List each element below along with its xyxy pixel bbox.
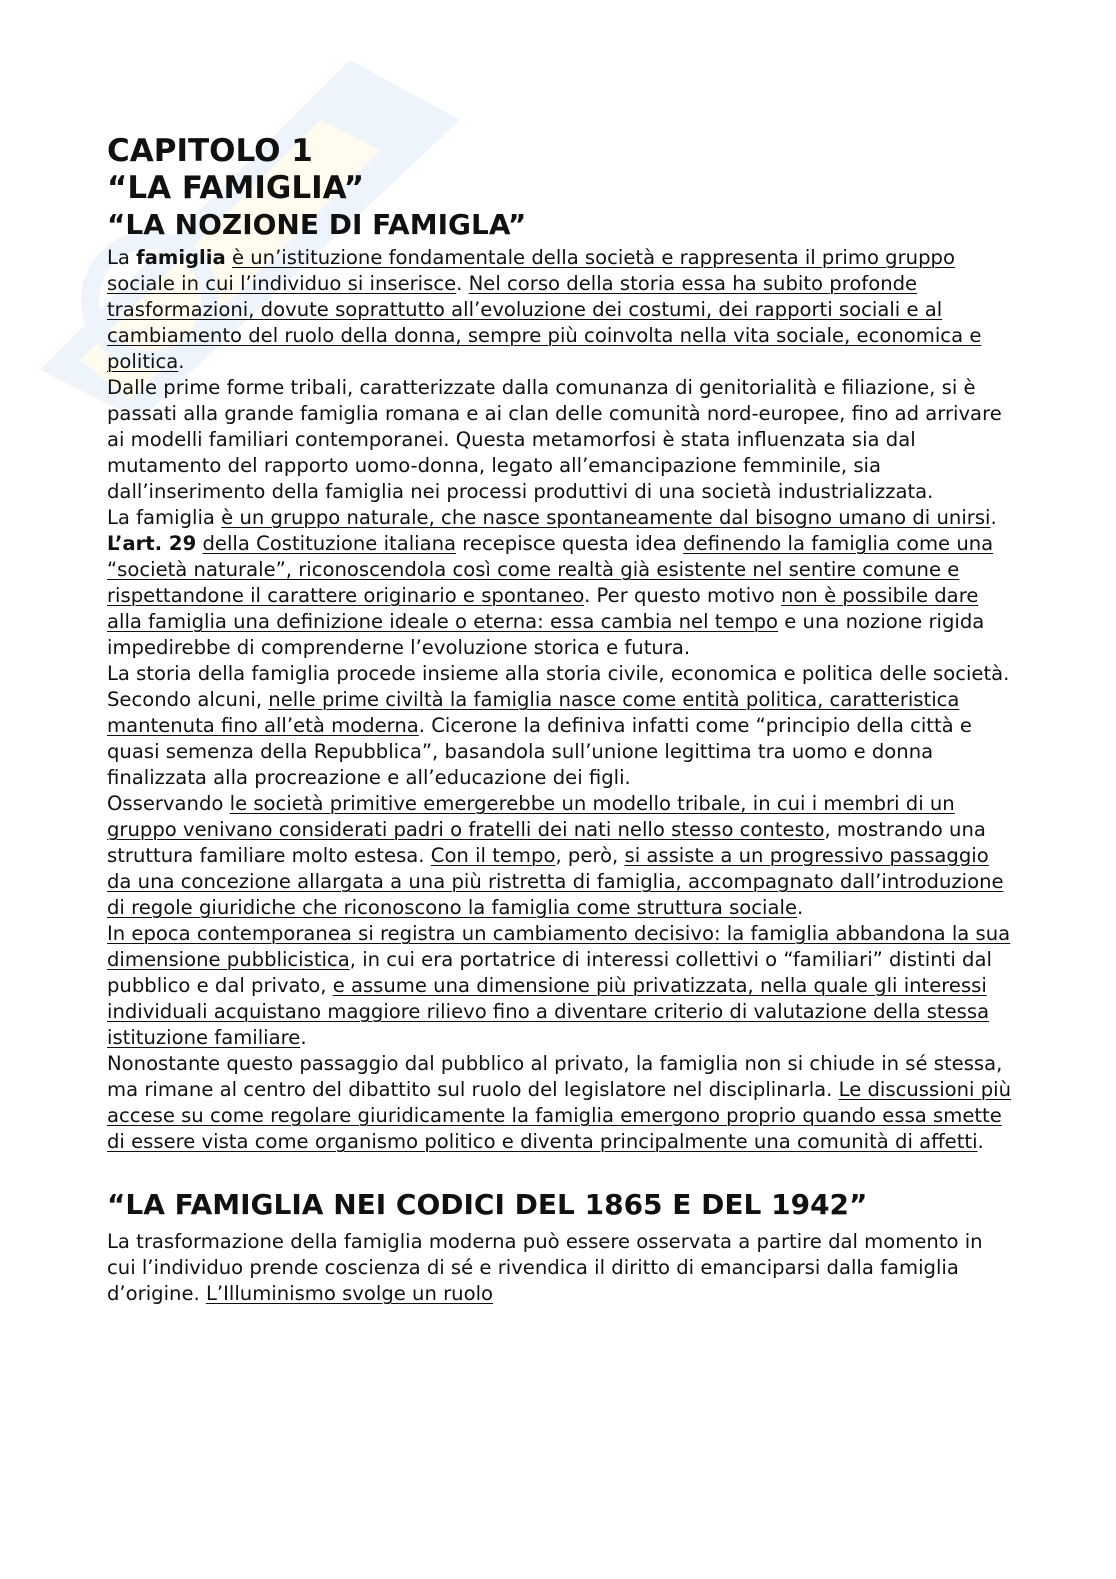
- text-run: Con il tempo: [430, 844, 556, 867]
- paragraph: [107, 791, 1012, 921]
- section-title-codici: “LA FAMIGLIA NEI CODICI DEL 1865 E DEL 1942”: [107, 1188, 868, 1221]
- section-body-nozione: [107, 245, 1012, 1155]
- paragraph: [107, 375, 1012, 505]
- text-run: .: [990, 506, 997, 529]
- chapter-title: “LA FAMIGLIA”: [107, 170, 365, 206]
- text-run: e assume una dimensione più privatizzata, nella quale gli interessi individuali acquistano maggiore rilievo fino a diventare criterio di valutazione della stessa istituzione familiare: [107, 974, 990, 1049]
- text-run: Dalle prime forme tribali, caratterizzate dalla comunanza di genitorialità e filiazione, si è passati alla grande famiglia romana e ai clan delle comunità nord-europee, fino ad arrivare ai modelli familiari contemporanei. Questa metamorfosi è stata influenzata sia dal mutamento del rapporto uomo-donna, legato all’emancipazione femminile, sia dall’inserimento della famiglia nei processi produttivi di una società industrializzata.: [107, 376, 1002, 503]
- text-run: In epoca contemporanea si registra un cambiamento decisivo: la famiglia abbandona la sua dimensione pubblicistica: [107, 922, 1011, 971]
- text-run: è un gruppo naturale, che nasce spontaneamente dal bisogno umano di unirsi: [221, 506, 991, 529]
- paragraph: [107, 921, 1012, 1051]
- paragraph: [107, 245, 1012, 375]
- text-run: La storia della famiglia procede insieme alla storia civile, economica e politica delle società. Secondo alcuni,: [107, 662, 1010, 711]
- text-run: nelle prime civiltà la famiglia nasce come entità politica, caratteristica mantenuta fino all’età moderna: [107, 688, 960, 737]
- text-run: .: [300, 1026, 307, 1049]
- text-run: , in cui era portatrice di interessi collettivi o “familiari” distinti dal pubblico e dal privato,: [107, 948, 992, 997]
- text-run: e una nozione rigida impedirebbe di comprenderne l’evoluzione storica e futura.: [107, 610, 985, 659]
- text-run: si assiste a un progressivo passaggio da una concezione allargata a una più ristretta di famiglia, accompagnato dall’introduzione di regole giuridiche che riconoscono la famiglia come struttura sociale: [107, 844, 1004, 919]
- text-run: recepisce questa idea: [456, 532, 684, 555]
- text-run: L’Illuminismo svolge un ruolo: [205, 1282, 494, 1305]
- text-run: non è possibile dare alla famiglia una definizione ideale o eterna: essa cambia nel tempo: [107, 584, 979, 633]
- paragraph: [107, 661, 1012, 791]
- text-run: Osservando: [107, 792, 230, 815]
- text-run: .: [178, 350, 185, 373]
- text-run: L’art. 29: [107, 532, 197, 555]
- text-run: famiglia: [136, 246, 226, 269]
- text-run: . Cicerone la definiva infatti come “principio della città e quasi semenza della Repubblica”, basandola sull’unione legittima tra uomo e donna finalizzata alla procreazione e all’educazione dei figli.: [107, 714, 972, 789]
- text-run: .: [456, 272, 469, 295]
- section-body-codici: [107, 1229, 1012, 1307]
- text-run: definendo la famiglia come una “società naturale”, riconoscendola così come realtà già esistente nel sentire comune e rispettandone il carattere originario e spontaneo: [107, 532, 994, 607]
- document-page: [107, 133, 1012, 1307]
- text-run: La trasformazione della famiglia moderna può essere osservata a partire dal momento in cui l’individuo prende coscienza di sé e rivendica il diritto di emanciparsi dalla famiglia d’origine.: [107, 1230, 983, 1305]
- text-run: le società primitive emergerebbe un modello tribale, in cui i membri di un gruppo venivano considerati padri o fratelli dei nati nello stesso contesto: [107, 792, 955, 841]
- chapter-heading: CAPITOLO 1: [107, 133, 313, 169]
- text-run: Nonostante questo passaggio dal pubblico al privato, la famiglia non si chiude in sé stessa, ma rimane al centro del dibattito sul ruolo del legislatore nel disciplinarla.: [107, 1052, 1003, 1101]
- text-run: .: [977, 1130, 984, 1153]
- paragraph: [107, 505, 1012, 661]
- text-run: , mostrando una struttura familiare molto estesa.: [107, 818, 986, 867]
- text-run: è un’istituzione fondamentale della società e rappresenta il primo gruppo sociale in cui l’individuo si inserisce: [107, 246, 955, 295]
- text-run: della Costituzione italiana: [202, 532, 457, 555]
- text-run: . Per questo motivo: [584, 584, 782, 607]
- text-run: Le discussioni più accese su come regolare giuridicamente la famiglia emergono proprio quando essa smette di essere vista come organismo politico e diventa principalmente una comunità di affetti: [107, 1078, 1012, 1153]
- paragraph: [107, 1051, 1012, 1155]
- text-run: .: [797, 896, 804, 919]
- text-run: La famiglia: [107, 506, 222, 529]
- paragraph: [107, 1229, 1012, 1307]
- text-run: , però,: [555, 844, 625, 867]
- section-title-nozione: “LA NOZIONE DI FAMIGLA”: [107, 208, 527, 241]
- text-run: La: [107, 246, 137, 269]
- text-run: Nel corso della storia essa ha subito profonde trasformazioni, dovute soprattutto all’evoluzione dei costumi, dei rapporti sociali e al cambiamento del ruolo della donna, sempre più coinvolta nella vita sociale, economica e politica: [107, 272, 982, 373]
